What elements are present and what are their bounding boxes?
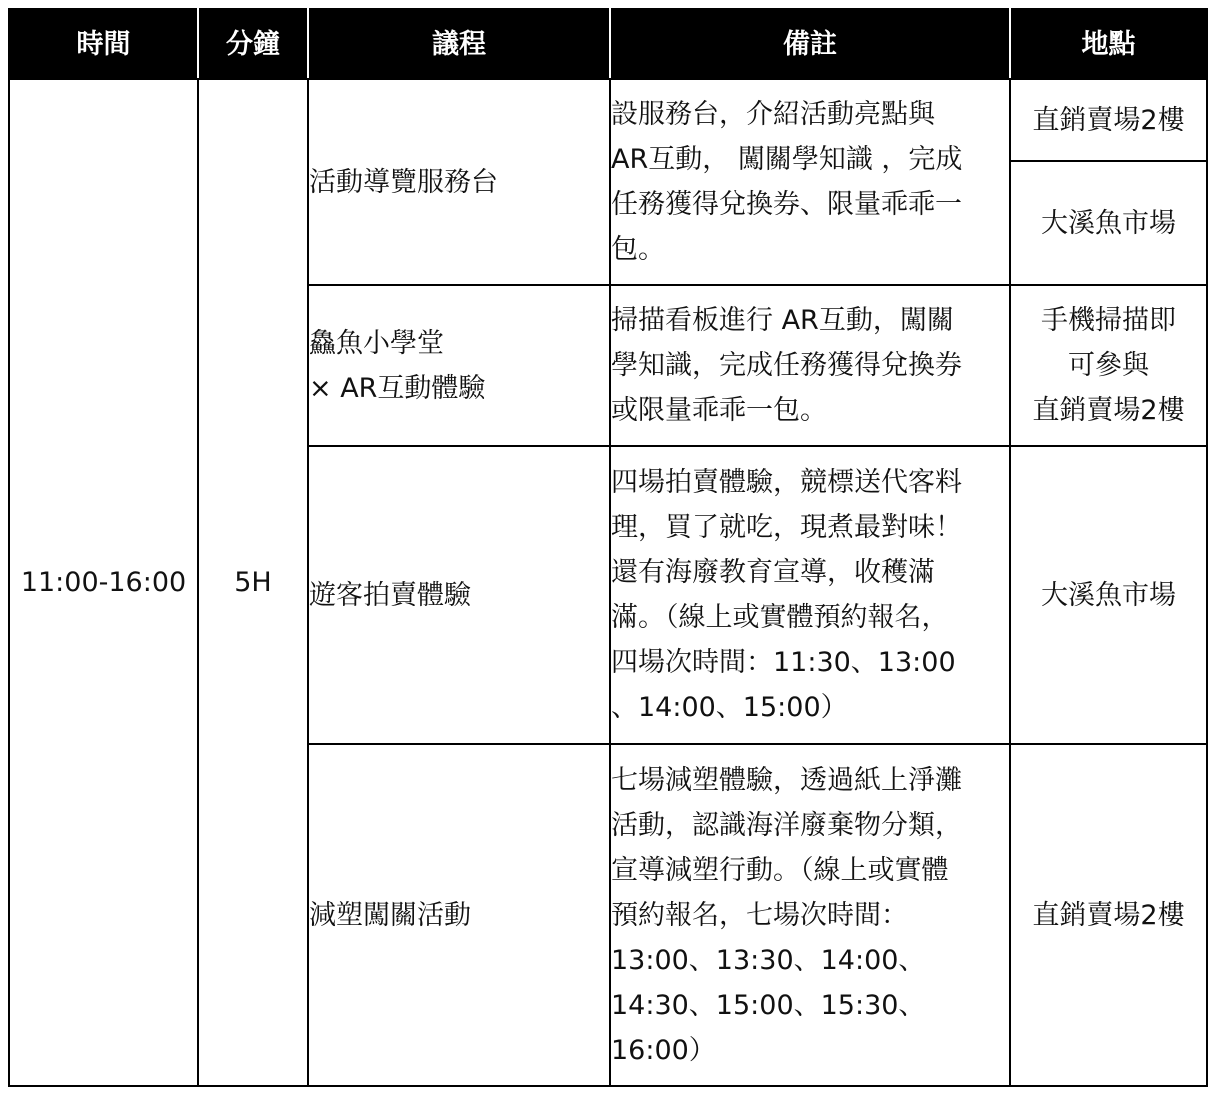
time-cell: 11:00-16:00 <box>9 79 198 1086</box>
note-text: 學知識，完成任務獲得兌換券 <box>611 350 962 381</box>
location-cell <box>1010 446 1207 744</box>
location-text: 手機掃描即 <box>1041 305 1176 336</box>
location-text: 直銷賣場2樓 <box>1032 899 1185 931</box>
note-text: 包。 <box>611 234 665 265</box>
note-text: 16:00） <box>611 1034 716 1066</box>
note-cell <box>610 744 1010 1086</box>
duration-cell: 5H <box>198 79 308 1086</box>
table-row <box>9 79 1207 161</box>
note-text: 13:00、13:30、14:00、 <box>611 944 926 976</box>
note-text: 、14:00、15:00） <box>611 692 848 723</box>
note-text: 任務獲得兌換券、限量乖乖一 <box>611 189 962 220</box>
header-time: 時間 <box>9 9 198 79</box>
location-text: 直銷賣場2樓 <box>1032 395 1185 426</box>
note-cell <box>610 285 1010 446</box>
location-text: 直銷賣場2樓 <box>1032 104 1185 136</box>
location-text: 大溪魚市場 <box>1041 207 1176 239</box>
note-text: 14:30、15:00、15:30、 <box>611 989 926 1021</box>
header-row <box>9 9 1207 79</box>
note-text: 宣導減塑行動。（線上或實體 <box>611 854 949 886</box>
note-text: 活動，認識海洋廢棄物分類， <box>611 809 962 841</box>
location-text: 可參與 <box>1068 350 1149 381</box>
header-duration: 分鐘 <box>198 9 308 79</box>
agenda-cell <box>308 285 610 446</box>
note-text: 或限量乖乖一包。 <box>611 395 827 426</box>
agenda-cell <box>308 446 610 744</box>
schedule-table <box>8 8 1208 1087</box>
agenda-cell <box>308 79 610 285</box>
location-cell <box>1010 744 1207 1086</box>
note-text: 四場次時間：11:30、13:00 <box>611 647 956 678</box>
note-text: 四場拍賣體驗，競標送代客料 <box>611 467 962 498</box>
agenda-text: × AR互動體驗 <box>309 372 486 404</box>
location-cell <box>1010 161 1207 285</box>
note-text: 七場減塑體驗，透過紙上淨灘 <box>611 764 962 796</box>
note-text: 理，買了就吃，現煮最對味！ <box>611 512 962 543</box>
note-cell <box>610 79 1010 285</box>
header-note: 備註 <box>610 9 1010 79</box>
note-text: AR互動， 闖關學知識 ，完成 <box>611 144 963 175</box>
note-text: 預約報名，七場次時間： <box>611 899 908 931</box>
header-location: 地點 <box>1010 9 1207 79</box>
agenda-cell <box>308 744 610 1086</box>
agenda-text: 鱻魚小學堂 <box>309 327 444 359</box>
note-text: 掃描看板進行 AR互動，闖關 <box>611 305 954 336</box>
agenda-text: 減塑闖關活動 <box>309 899 471 931</box>
note-text: 滿。（線上或實體預約報名， <box>611 602 949 633</box>
location-cell <box>1010 79 1207 161</box>
header-agenda: 議程 <box>308 9 610 79</box>
location-cell <box>1010 285 1207 446</box>
agenda-text: 遊客拍賣體驗 <box>309 579 471 611</box>
note-text: 還有海廢教育宣導，收穫滿 <box>611 557 935 588</box>
note-cell <box>610 446 1010 744</box>
location-text: 大溪魚市場 <box>1041 579 1176 611</box>
agenda-text: 活動導覽服務台 <box>309 166 498 198</box>
note-text: 設服務台，介紹活動亮點與 <box>611 99 935 130</box>
